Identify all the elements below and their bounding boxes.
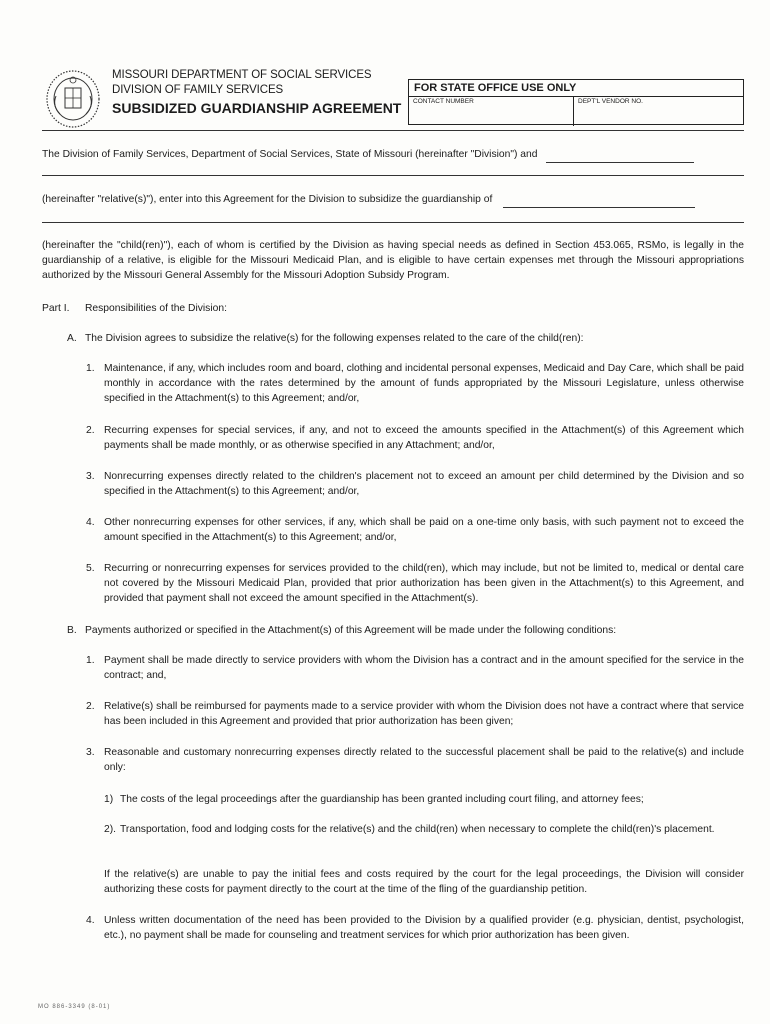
b2-text: Relative(s) shall be reimbursed for payments made to a service provider with whom the Division does not have a contract where that service has been included in this Agreement and provided that prior authorization has been given; bbox=[104, 701, 744, 727]
section-a-text: The Division agrees to subsidize the relative(s) for the following expenses related to the care of the child(ren): bbox=[85, 333, 584, 344]
b2-number: 2. bbox=[86, 701, 95, 712]
relative-name-blank[interactable] bbox=[42, 175, 744, 176]
part1-label: Part I. bbox=[42, 303, 70, 314]
section-b-label: B. bbox=[67, 625, 77, 636]
b1-number: 1. bbox=[86, 655, 95, 666]
b3-note: If the relative(s) are unable to pay the initial fees and costs required by the court for the legal proceedings, the Division will consider authorizing these costs for payment directly to the court at the time of the fling of the guardianship petition. bbox=[104, 869, 744, 895]
intro-line-2-text: (hereinafter "relative(s)"), enter into this Agreement for the Division to subsidize the guardianship of bbox=[42, 194, 493, 205]
b4-number: 4. bbox=[86, 915, 95, 926]
division-party-blank[interactable] bbox=[546, 147, 694, 163]
header-divider bbox=[42, 130, 744, 131]
section-a-label: A. bbox=[67, 333, 77, 344]
vendor-number-label: DEPT'L VENDOR NO. bbox=[578, 98, 643, 105]
a3-text: Nonrecurring expenses directly related to the children's placement not to exceed an amount per child determined by the Division and so specified in the Attachment(s) to this Agreement; and/or, bbox=[104, 471, 744, 497]
header-block bbox=[112, 68, 401, 118]
section-b-text: Payments authorized or specified in the Attachment(s) of this Agreement will be made under the following conditions: bbox=[85, 625, 617, 636]
header-line-2: DIVISION OF FAMILY SERVICES bbox=[112, 84, 284, 96]
a3-number: 3. bbox=[86, 471, 95, 482]
intro-paragraph: (hereinafter the "child(ren)"), each of whom is certified by the Division as having special needs as defined in Section 453.065, RSMo, is legally in the guardianship of a relative, is eligible for the Missouri Medicaid Plan, and is eligible to have certain expenses met through the Missouri appropriations authorized by the Missouri General Assembly for the Missouri Adoption Subsidy Program. bbox=[42, 240, 744, 281]
state-office-title: FOR STATE OFFICE USE ONLY bbox=[409, 80, 743, 97]
b3-number: 3. bbox=[86, 747, 95, 758]
a4-text: Other nonrecurring expenses for other services, if any, which shall be paid on a one-time only basis, with such payment not to exceed the amount specified in the Attachment(s) to this Agreement; and/or, bbox=[104, 517, 744, 543]
a1-number: 1. bbox=[86, 363, 95, 374]
state-seal-icon bbox=[44, 66, 102, 130]
vendor-number-field[interactable] bbox=[574, 97, 647, 126]
contact-number-field[interactable] bbox=[409, 97, 574, 126]
a1-text: Maintenance, if any, which includes room and board, clothing and incidental personal expenses, Medicaid and Day Care, which shall be paid monthly in accordance with the rates determined by the amount of funds appropriated by the Missouri Legislature, unless otherwise specified in the Attachment(s) to this Agreement; and/or, bbox=[104, 363, 744, 404]
b3-sub2-text: Transportation, food and lodging costs for the relative(s) and the child(ren) when necessary to complete the child(ren)'s placement. bbox=[120, 824, 715, 835]
contact-number-label: CONTACT NUMBER bbox=[413, 98, 474, 105]
state-office-box bbox=[408, 79, 744, 125]
b3-sub1-number: 1) bbox=[104, 794, 114, 805]
intro-line-1-text: The Division of Family Services, Department of Social Services, State of Missouri (hereinafter "Division") and bbox=[42, 149, 538, 160]
b3-sub1-text: The costs of the legal proceedings after the guardianship has been granted including court filing, and attorney fees; bbox=[120, 794, 644, 805]
b3-sub2-number: 2). bbox=[104, 824, 117, 835]
form-footer-code: MO 886-3349 (8-01) bbox=[38, 1004, 111, 1010]
intro-line-2 bbox=[42, 192, 695, 208]
child-name-blank[interactable] bbox=[503, 192, 695, 208]
a2-number: 2. bbox=[86, 425, 95, 436]
b3-text: Reasonable and customary nonrecurring expenses directly related to the successful placement shall be paid to the relative(s) and include only: bbox=[104, 747, 744, 773]
b4-text: Unless written documentation of the need has been provided to the Division by a qualified provider (e.g. physician, dentist, psychologist, etc.), no payment shall be made for counseling and treatment services for which prior authorization has been given. bbox=[104, 915, 744, 941]
child-name-blank-line[interactable] bbox=[42, 222, 744, 223]
a5-text: Recurring or nonrecurring expenses for services provided to the child(ren), which may include, but not be limited to, medical or dental care not covered by the Missouri Medicaid Plan, provided that prior authorization has been given in the Attachment(s) to this Agreement, and provided that payment shall not exceed the amount specified in the Attachment(s). bbox=[104, 563, 744, 604]
intro-line-1 bbox=[42, 147, 694, 163]
a4-number: 4. bbox=[86, 517, 95, 528]
form-title: SUBSIDIZED GUARDIANSHIP AGREEMENT bbox=[112, 100, 402, 116]
b1-text: Payment shall be made directly to service providers with whom the Division has a contract and in the amount specified for the service in the contract; and, bbox=[104, 655, 744, 681]
a2-text: Recurring expenses for special services, if any, and not to exceed the amounts specified in the Attachment(s) of this Agreement which payments shall be made monthly, or as otherwise specified in any Attachment; and/or, bbox=[104, 425, 744, 451]
a5-number: 5. bbox=[86, 563, 95, 574]
header-line-1: MISSOURI DEPARTMENT OF SOCIAL SERVICES bbox=[112, 69, 372, 81]
part1-title: Responsibilities of the Division: bbox=[85, 303, 227, 314]
